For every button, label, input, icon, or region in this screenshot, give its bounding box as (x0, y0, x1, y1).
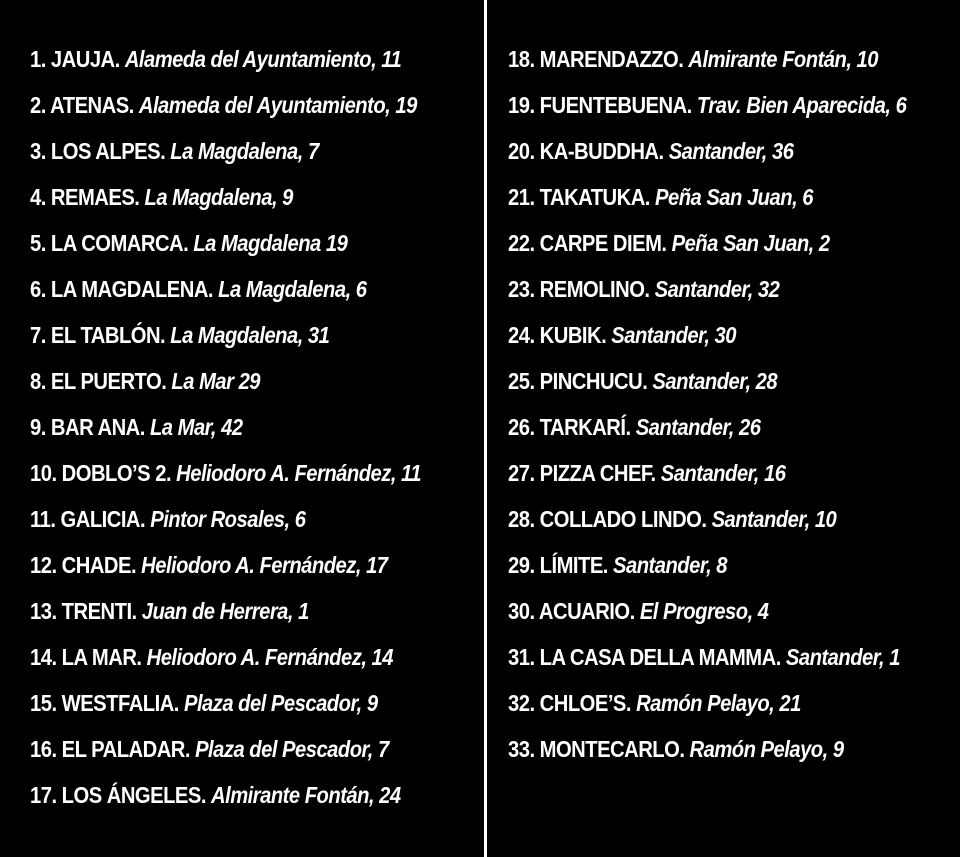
entry-number: 13. (30, 598, 57, 624)
entry-address: Juan de Herrera, 1 (141, 598, 309, 624)
list-item (508, 726, 893, 772)
entry-number: 6. (30, 276, 46, 302)
entry-number: 22. (508, 230, 535, 256)
entry-address: Alameda del Ayuntamiento, 19 (138, 92, 417, 118)
entry-number: 7. (30, 322, 46, 348)
list-item (508, 36, 893, 82)
list-item (508, 680, 893, 726)
list-item (508, 634, 900, 680)
list-item (508, 542, 893, 588)
entry-address: Santander, 32 (654, 276, 780, 302)
entry-number: 29. (508, 552, 535, 578)
entry-name: FUENTEBUENA. (539, 92, 692, 118)
list-item (508, 266, 893, 312)
entry-number: 23. (508, 276, 535, 302)
list-item (30, 450, 422, 496)
list-item (508, 404, 893, 450)
entry-name: DOBLO’S 2. (61, 460, 172, 486)
entry-address: Santander, 1 (785, 644, 900, 670)
list-item (30, 726, 417, 772)
entry-number: 18. (508, 46, 535, 72)
entry-number: 20. (508, 138, 535, 164)
entry-address: Almirante Fontán, 10 (688, 46, 878, 72)
entry-number: 15. (30, 690, 57, 716)
entry-number: 3. (30, 138, 46, 164)
entry-number: 17. (30, 782, 57, 808)
entry-number: 33. (508, 736, 535, 762)
entry-name: EL PUERTO. (50, 368, 167, 394)
entry-name: TRENTI. (61, 598, 137, 624)
entry-number: 24. (508, 322, 535, 348)
list-item (30, 220, 417, 266)
entry-name: PINCHUCU. (539, 368, 648, 394)
entry-name: EL PALADAR. (61, 736, 190, 762)
entry-address: La Magdalena, 31 (170, 322, 330, 348)
list-item (30, 174, 417, 220)
list-item (30, 266, 417, 312)
entry-number: 9. (30, 414, 46, 440)
entry-name: LA COMARCA. (50, 230, 189, 256)
left-column-list (30, 36, 480, 818)
entry-name: LOS ÁNGELES. (61, 782, 206, 808)
entry-number: 30. (508, 598, 535, 624)
entry-number: 16. (30, 736, 57, 762)
entry-number: 2. (30, 92, 46, 118)
list-item (508, 174, 893, 220)
list-item (30, 312, 417, 358)
list-item (30, 772, 417, 818)
entry-address: Heliodoro A. Fernández, 11 (176, 460, 422, 486)
entry-name: COLLADO LINDO. (539, 506, 707, 532)
entry-name: MONTECARLO. (539, 736, 685, 762)
entry-address: Santander, 10 (711, 506, 837, 532)
right-column-list (508, 36, 956, 772)
entry-address: Santander, 26 (635, 414, 761, 440)
entry-number: 5. (30, 230, 46, 256)
entry-address: La Magdalena 19 (193, 230, 348, 256)
entry-address: Peña San Juan, 2 (671, 230, 830, 256)
entry-address: Santander, 16 (660, 460, 786, 486)
entry-number: 8. (30, 368, 46, 394)
entry-address: La Magdalena, 7 (170, 138, 319, 164)
list-item (30, 36, 417, 82)
entry-name: CHADE. (61, 552, 137, 578)
list-item (30, 680, 417, 726)
entry-name: JAUJA. (50, 46, 120, 72)
entry-address: La Magdalena, 6 (218, 276, 367, 302)
entry-number: 4. (30, 184, 46, 210)
entry-number: 10. (30, 460, 57, 486)
list-item (30, 496, 417, 542)
entry-address: Santander, 8 (613, 552, 728, 578)
entry-name: ACUARIO. (538, 598, 635, 624)
list-item (508, 220, 893, 266)
entry-number: 11. (30, 506, 56, 532)
entry-address: El Progreso, 4 (639, 598, 769, 624)
entry-address: Heliodoro A. Fernández, 17 (141, 552, 388, 578)
entry-name: EL TABLÓN. (50, 322, 166, 348)
entry-address: La Magdalena, 9 (144, 184, 293, 210)
list-item (508, 128, 893, 174)
entry-number: 25. (508, 368, 535, 394)
entry-name: MARENDAZZO. (539, 46, 684, 72)
entry-address: La Mar, 42 (149, 414, 243, 440)
entry-name: LA CASA DELLA MAMMA. (539, 644, 781, 670)
list-item (30, 82, 417, 128)
entry-address: Santander, 28 (652, 368, 778, 394)
list-item (508, 82, 907, 128)
entry-address: Ramón Pelayo, 21 (636, 690, 801, 716)
entry-name: PIZZA CHEF. (539, 460, 656, 486)
entry-address: Santander, 36 (668, 138, 794, 164)
list-item (508, 588, 893, 634)
entry-number: 19. (508, 92, 535, 118)
entry-address: Santander, 30 (611, 322, 737, 348)
list-item (30, 588, 417, 634)
column-divider (484, 0, 487, 857)
entry-name: ATENAS. (50, 92, 134, 118)
entry-name: LA MAR. (61, 644, 142, 670)
entry-number: 32. (508, 690, 535, 716)
entry-address: Plaza del Pescador, 7 (195, 736, 389, 762)
list-item (30, 404, 417, 450)
list-item (508, 358, 893, 404)
entry-address: Plaza del Pescador, 9 (183, 690, 378, 716)
list-item (30, 634, 417, 680)
entry-address: Trav. Bien Aparecida, 6 (696, 92, 907, 118)
entry-address: Alameda del Ayuntamiento, 11 (124, 46, 402, 72)
entry-number: 12. (30, 552, 57, 578)
entry-address: La Mar 29 (171, 368, 261, 394)
entry-name: WESTFALIA. (61, 690, 179, 716)
list-item (508, 496, 893, 542)
entry-address: Peña San Juan, 6 (655, 184, 813, 210)
entry-number: 31. (508, 644, 535, 670)
entry-name: REMOLINO. (539, 276, 650, 302)
entry-name: CHLOE’S. (539, 690, 631, 716)
list-item (30, 358, 417, 404)
entry-number: 26. (508, 414, 535, 440)
entry-number: 27. (508, 460, 535, 486)
entry-name: TARKARÍ. (539, 414, 631, 440)
list-item (508, 450, 893, 496)
entry-name: LA MAGDALENA. (50, 276, 214, 302)
list-item (508, 312, 893, 358)
entry-number: 14. (30, 644, 57, 670)
entry-name: BAR ANA. (50, 414, 145, 440)
entry-name: KUBIK. (539, 322, 607, 348)
entry-name: LÍMITE. (539, 552, 608, 578)
entry-address: Pintor Rosales, 6 (150, 506, 306, 532)
entry-address: Ramón Pelayo, 9 (689, 736, 844, 762)
entry-address: Almirante Fontán, 24 (211, 782, 401, 808)
entry-number: 21. (508, 184, 535, 210)
list-item (30, 542, 417, 588)
entry-name: GALICIA. (60, 506, 146, 532)
entry-address: Heliodoro A. Fernández, 14 (146, 644, 393, 670)
entry-number: 1. (30, 46, 46, 72)
entry-name: KA-BUDDHA. (539, 138, 664, 164)
entry-name: CARPE DIEM. (539, 230, 667, 256)
list-item (30, 128, 417, 174)
entry-name: TAKATUKA. (539, 184, 650, 210)
entry-name: LOS ALPES. (50, 138, 166, 164)
entry-number: 28. (508, 506, 535, 532)
entry-name: REMAES. (50, 184, 140, 210)
